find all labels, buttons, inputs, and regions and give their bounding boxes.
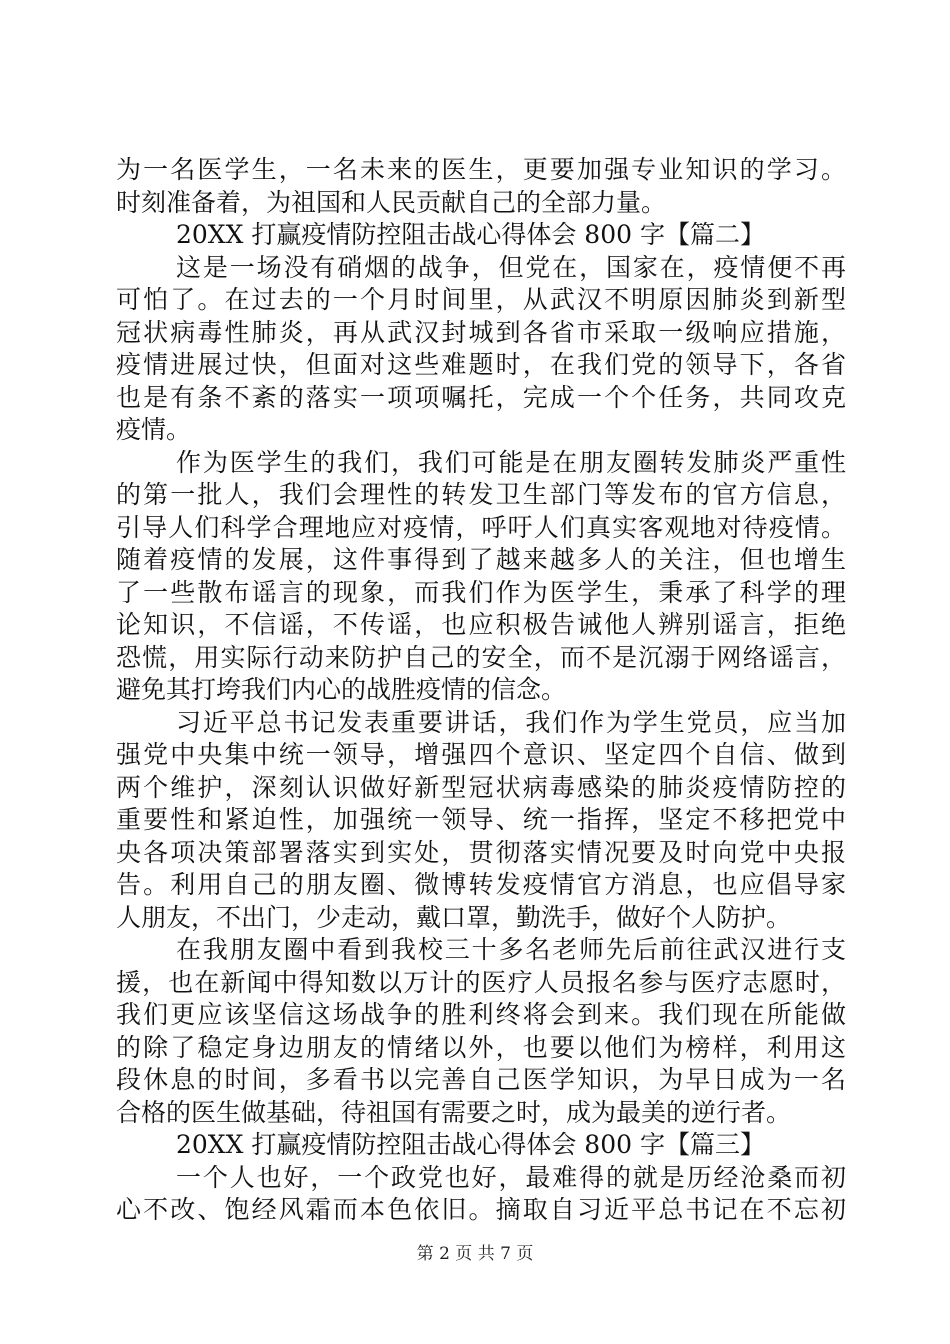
text-line: 作为医学生的我们，我们可能是在朋友圈转发肺炎严重性 — [176, 447, 846, 477]
text-line: 论知识，不信谣，不传谣，也应积极告诫他人辨别谣言，拒绝 — [116, 610, 846, 639]
text-line: 人朋友，不出门，少走动，戴口罩，勤洗手，做好个人防护。 — [116, 902, 792, 932]
text-line: 强党中央集中统一领导，增强四个意识、坚定四个自信、做到 — [116, 740, 846, 769]
text-line: 也是有条不紊的落实一项项嘱托，完成一个个任务，共同攻克 — [116, 382, 846, 412]
text-line: 央各项决策部署落实到实处，贯彻落实情况要及时向党中央报 — [116, 837, 846, 867]
text-line: 随着疫情的发展，这件事得到了越来越多人的关注，但也增生 — [116, 545, 846, 574]
document-body — [116, 154, 846, 1227]
text-line: 冠状病毒性肺炎，再从武汉封城到各省市采取一级响应措施， — [116, 317, 846, 347]
text-line: 的第一批人，我们会理性的转发卫生部门等发布的官方信息， — [116, 480, 846, 509]
text-line: 可怕了。在过去的一个月时间里，从武汉不明原因肺炎到新型 — [116, 285, 846, 314]
text-line: 在我朋友圈中看到我校三十多名老师先后前往武汉进行支 — [176, 935, 846, 964]
text-line: 了一些散布谣言的现象，而我们作为医学生，秉承了科学的理 — [116, 577, 846, 607]
text-line: 告。利用自己的朋友圈、微博转发疫情官方消息，也应倡导家 — [116, 870, 846, 899]
section-heading: 20XX 打赢疫情防控阻击战心得体会 800 字【篇三】 — [176, 1130, 765, 1159]
text-line: 的除了稳定身边朋友的情绪以外，也要以他们为榜样，利用这 — [116, 1032, 846, 1062]
text-line: 重要性和紧迫性，加强统一领导、统一指挥，坚定不移把党中 — [116, 805, 846, 834]
text-line: 时刻准备着，为祖国和人民贡献自己的全部力量。 — [116, 187, 667, 217]
text-line: 疫情。 — [116, 415, 192, 444]
text-line: 疫情进展过快，但面对这些难题时，在我们党的领导下，各省 — [116, 350, 846, 379]
text-line: 习近平总书记发表重要讲话，我们作为学生党员，应当加 — [176, 707, 846, 737]
text-line: 引导人们科学合理地应对疫情，呼吁人们真实客观地对待疫情。 — [116, 512, 846, 542]
text-line: 避免其打垮我们内心的战胜疫情的信念。 — [116, 675, 567, 704]
text-line: 援，也在新闻中得知数以万计的医疗人员报名参与医疗志愿时， — [116, 967, 846, 997]
text-line: 合格的医生做基础，待祖国有需要之时，成为最美的逆行者。 — [116, 1097, 792, 1127]
text-line: 心不改、饱经风霜而本色依旧。摘取自习近平总书记在不忘初 — [116, 1195, 846, 1224]
text-line: 一个人也好，一个政党也好，最难得的就是历经沧桑而初 — [176, 1162, 846, 1192]
text-line: 段休息的时间，多看书以完善自己医学知识，为早日成为一名 — [116, 1065, 846, 1094]
text-line: 恐慌，用实际行动来防护自己的安全，而不是沉溺于网络谣言， — [116, 642, 846, 672]
page-footer: 第 2 页 共 7 页 — [416, 1244, 534, 1264]
text-line: 这是一场没有硝烟的战争，但党在，国家在，疫情便不再 — [176, 252, 846, 282]
text-line: 为一名医学生，一名未来的医生，更要加强专业知识的学习。 — [116, 155, 846, 184]
text-line: 两个维护，深刻认识做好新型冠状病毒感染的肺炎疫情防控的 — [116, 772, 846, 802]
text-line: 我们更应该坚信这场战争的胜利终将会到来。我们现在所能做 — [116, 1000, 846, 1029]
section-heading: 20XX 打赢疫情防控阻击战心得体会 800 字【篇二】 — [176, 220, 765, 249]
